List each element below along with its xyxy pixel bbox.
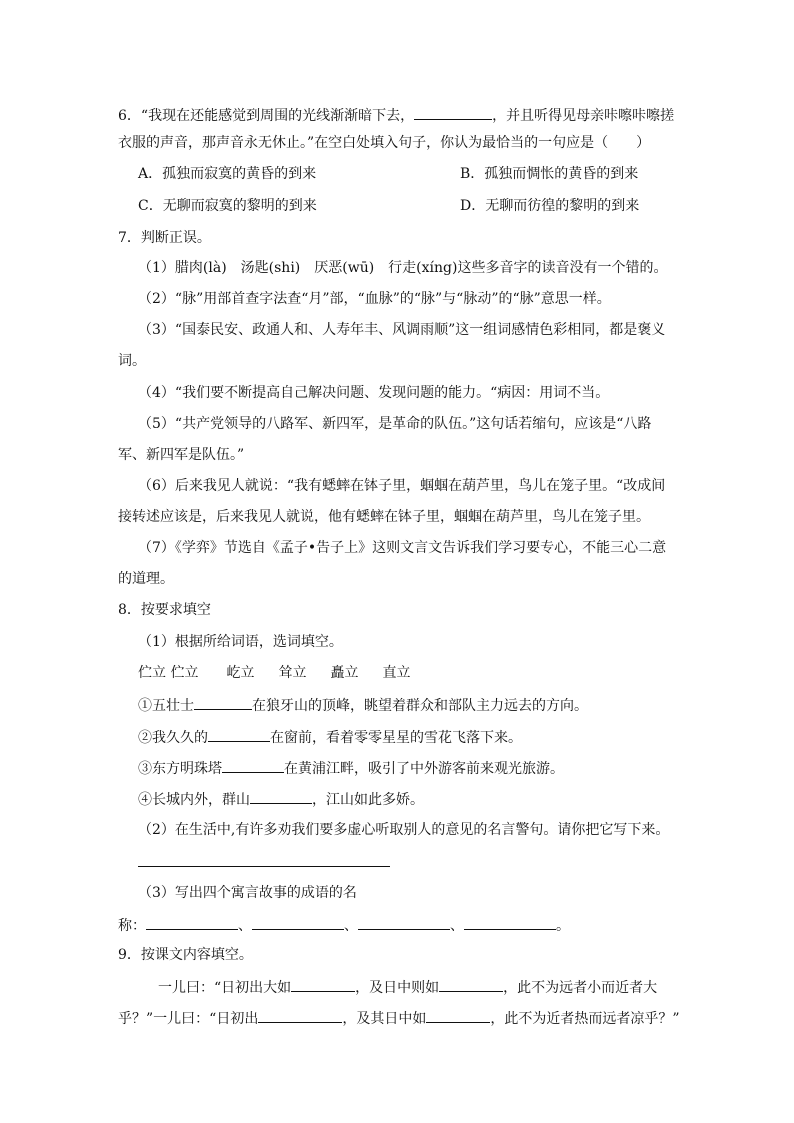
q7-statement-2: （2）“脉”用部首查字法查“月”部，“血脉”的“脉”与“脉动”的“脉”意思一样。 xyxy=(138,291,611,307)
q9-title: 9．按课文内容填空。 xyxy=(118,947,253,963)
fill-blank[interactable] xyxy=(222,757,284,773)
q8-fill-1: ①五壮士 在狼牙山的顶峰，眺望着群众和部队主力远去的方向。 xyxy=(138,694,588,714)
q6-option-d[interactable]: D．无聊而彷徨的黎明的到来 xyxy=(460,198,640,214)
q6-option-b[interactable]: B．孤独而惆怅的黄昏的到来 xyxy=(460,166,639,182)
q8-fill-2: ②我久久的 在窗前，看着零零星星的雪花飞落下来。 xyxy=(138,726,522,746)
q9-blank-3[interactable] xyxy=(258,1007,342,1023)
q6-text-a: 6．“我现在还能感觉到周围的光线渐渐暗下去， xyxy=(118,108,415,124)
q6-text-b: ，并且听得见母亲咔嚓咔嚓搓 xyxy=(492,108,675,124)
q6-option-c[interactable]: C．无聊而寂寞的黎明的到来 xyxy=(138,198,317,214)
q7-statement-6-cont: 接转述应该是，后来我见人就说，他有蟋蟀在钵子里，蝈蝈在葫芦里，鸟儿在笼子里。 xyxy=(118,509,650,525)
q8-fill-3: ③东方明珠塔 在黄浦江畔，吸引了中外游客前来观光旅游。 xyxy=(138,757,564,777)
q8-part2-prompt: （2）在生活中,有许多劝我们要多虚心听取别人的意见的名言警句。请你把它写下来。 xyxy=(138,822,670,838)
q6-blank[interactable] xyxy=(414,104,492,120)
q6-line2: 衣服的声音，那声音永无休止。”在空白处填入句子，你认为最恰当的一句应是（ ） xyxy=(118,135,651,151)
q7-statement-1: （1）腊肉(là) 汤匙(shi) 厌恶(wū) 行走(xíng)这些多音字的读音没有一个错的。 xyxy=(138,260,668,276)
q6-option-a[interactable]: A．孤独而寂寞的黄昏的到来 xyxy=(138,166,317,182)
q9-line-2: 乎？”一儿曰：“日初出 ，及其日中如 ，此不为近者热而远者凉乎？” xyxy=(118,1007,680,1027)
q8-word-bank xyxy=(138,663,410,683)
idiom-blank-2[interactable] xyxy=(252,914,344,930)
word-option: 伫立 伫立 xyxy=(138,665,199,681)
q7-title: 7．判断正误。 xyxy=(118,230,211,246)
q8-part1-prompt: （1）根据所给词语，选词填空。 xyxy=(138,634,343,650)
q9-line-1: 一儿曰：“日初出大如 ，及日中则如 ，此不为远者小而近者大 xyxy=(158,976,657,996)
idiom-blank-3[interactable] xyxy=(358,914,450,930)
q7-statement-3: （3）“国泰民安、政通人和、人寿年丰、风调雨顺”这一组词感情色彩相同，都是褒义 xyxy=(138,322,666,338)
fill-blank[interactable] xyxy=(250,788,312,804)
idiom-blank-1[interactable] xyxy=(146,914,238,930)
q7-statement-5-cont: 军、新四军是队伍。” xyxy=(118,447,245,463)
q8-part3-answers: 称： 、 、 、 。 xyxy=(118,914,570,934)
q8-part2-answer-line[interactable] xyxy=(138,866,390,867)
q8-fill-4: ④长城内外，群山 ，江山如此多娇。 xyxy=(138,788,424,808)
q7-statement-3-cont: 词。 xyxy=(118,353,146,369)
q7-statement-5: （5）“共产党领导的八路军、新四军，是革命的队伍。”这句话若缩句，应该是“八路 xyxy=(138,416,652,432)
q7-statement-7: （7）《学弈》节选自《孟子•告子上》这则文言文告诉我们学习要专心，不能三心二意 xyxy=(138,540,667,556)
q9-blank-2[interactable] xyxy=(439,976,503,992)
q7-statement-6: （6）后来我见人就说：“我有蟋蟀在钵子里，蝈蝈在葫芦里，鸟儿在笼子里。“改成间 xyxy=(138,478,666,494)
word-option: 屹立 xyxy=(226,665,255,681)
fill-blank[interactable] xyxy=(208,726,270,742)
q9-blank-1[interactable] xyxy=(291,976,355,992)
word-option: 耸立 xyxy=(278,665,307,681)
q7-statement-4: （4）“我们要不断提高自己解决问题、发现问题的能力。“病因：用词不当。 xyxy=(138,385,610,401)
q6-line1 xyxy=(118,104,674,124)
q7-statement-7-cont: 的道理。 xyxy=(118,571,174,587)
fill-blank[interactable] xyxy=(194,694,252,710)
word-option: 矗立 xyxy=(330,665,359,681)
idiom-blank-4[interactable] xyxy=(464,914,556,930)
q8-part3-prompt: （3）写出四个寓言故事的成语的名 xyxy=(138,885,357,901)
q8-title: 8．按要求填空 xyxy=(118,602,211,618)
word-option: 直立 xyxy=(382,665,411,681)
q9-blank-4[interactable] xyxy=(426,1007,490,1023)
